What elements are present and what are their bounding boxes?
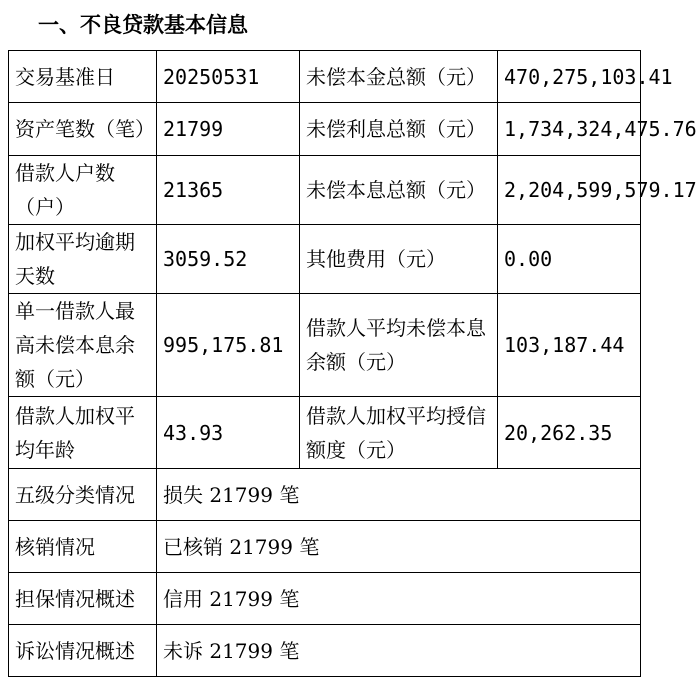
row-label: 核销情况 (9, 521, 157, 573)
row-value: 损失 21799 笔 (157, 469, 641, 521)
row-label: 其他费用（元） (300, 225, 498, 294)
row-label: 加权平均逾期天数 (9, 225, 157, 294)
section-title: 一、不良贷款基本信息 (38, 13, 248, 37)
row-label: 借款人加权平均年龄 (9, 397, 157, 469)
row-value: 21799 (157, 103, 300, 156)
row-label: 未偿本金总额（元） (300, 51, 498, 103)
row-label: 借款人户数（户） (9, 156, 157, 225)
row-value: 2,204,599,579.17 (498, 156, 641, 225)
row-value: 20,262.35 (498, 397, 641, 469)
row-value: 0.00 (498, 225, 641, 294)
row-label: 未偿本息总额（元） (300, 156, 498, 225)
table-row (9, 625, 641, 677)
row-value: 470,275,103.41 (498, 51, 641, 103)
row-label: 借款人加权平均授信额度（元） (300, 397, 498, 469)
row-value: 20250531 (157, 51, 300, 103)
row-value: 信用 21799 笔 (157, 573, 641, 625)
table-row (9, 225, 641, 294)
table-row (9, 469, 641, 521)
row-value: 995,175.81 (157, 294, 300, 397)
loan-info-table (8, 50, 697, 677)
table-row (9, 156, 641, 225)
row-value: 1,734,324,475.76 (498, 103, 641, 156)
row-label: 诉讼情况概述 (9, 625, 157, 677)
row-value: 未诉 21799 笔 (157, 625, 641, 677)
table-row (9, 397, 641, 469)
row-label: 担保情况概述 (9, 573, 157, 625)
table-row (9, 521, 641, 573)
row-value: 43.93 (157, 397, 300, 469)
row-value: 21365 (157, 156, 300, 225)
row-label: 未偿利息总额（元） (300, 103, 498, 156)
table-row (9, 573, 641, 625)
table-row (9, 51, 641, 103)
row-value: 3059.52 (157, 225, 300, 294)
table-row (9, 294, 641, 397)
table-row (9, 103, 641, 156)
row-value: 103,187.44 (498, 294, 641, 397)
row-label: 五级分类情况 (9, 469, 157, 521)
row-label: 交易基准日 (9, 51, 157, 103)
row-label: 借款人平均未偿本息余额（元） (300, 294, 498, 397)
row-label: 单一借款人最高未偿本息余额（元） (9, 294, 157, 397)
row-value: 已核销 21799 笔 (157, 521, 641, 573)
row-label: 资产笔数（笔） (9, 103, 157, 156)
